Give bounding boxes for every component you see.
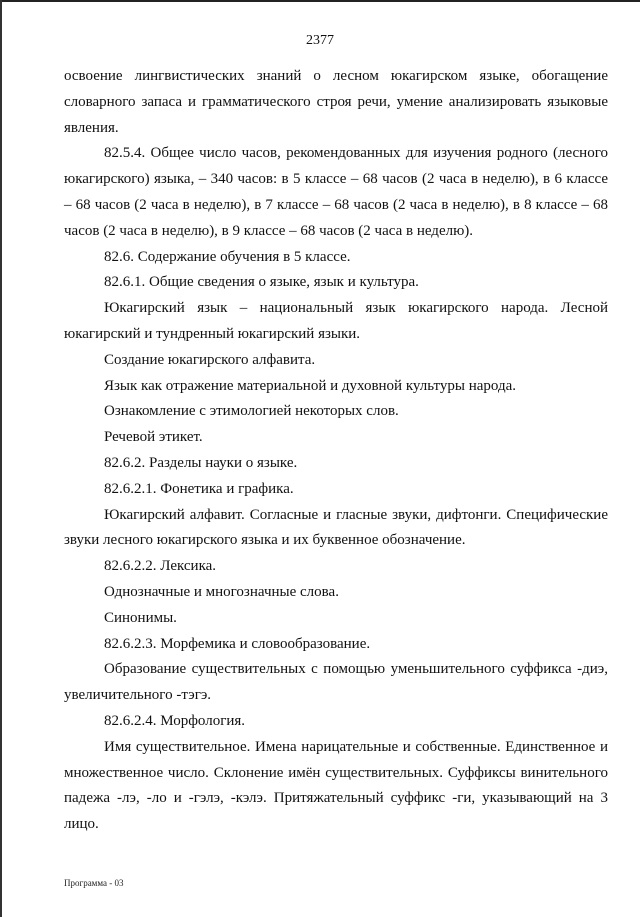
page-number: 2377	[306, 33, 334, 48]
paragraph-continuation: освоение лингвистических знаний о лесном юкагирском языке, обогащение словарного запаса и грамматического строя речи, умение анализировать языковые явления.	[64, 68, 608, 136]
subsection-heading-general: 82.6.1. Общие сведения о языке, язык и культура.	[104, 274, 419, 291]
list-item-polysemy: Однозначные и многозначные слова.	[104, 583, 339, 600]
paragraph-hours: 82.5.4. Общее число часов, рекомендованных для изучения родного (лесного юкагирского) языка, – 340 часов: в 5 классе – 68 часов (2 часа в неделю), в 6 классе – 68 часов (2 часа в неделю), в 7 классе – 68 часов (2 часа в неделю), в 8 классе – 68 часов (2 часа в неделю), в 9 классе – 68 часов (2 часа в неделю).	[64, 145, 608, 239]
list-item-culture: Язык как отражение материальной и духовной культуры народа.	[104, 377, 516, 394]
scan-border-top	[0, 0, 640, 2]
subsection-heading-morphemics: 82.6.2.3. Морфемика и словообразование.	[104, 635, 371, 652]
scan-border-left	[0, 0, 2, 917]
document-body	[64, 64, 608, 838]
subsection-heading-morphology: 82.6.2.4. Морфология.	[104, 712, 246, 729]
paragraph-noun: Имя существительное. Имена нарицательные и собственные. Единственное и множественное число. Склонение имён существительных. Суффиксы винительного падежа -лэ, -ло и -гэлэ, -кэлэ. Притяжательный суффикс -ги, указывающий на 3 лицо.	[64, 738, 608, 833]
list-item-etiquette: Речевой этикет.	[104, 429, 203, 446]
subsection-heading-science: 82.6.2. Разделы науки о языке.	[104, 454, 298, 471]
section-heading-5-class: 82.6. Содержание обучения в 5 классе.	[104, 248, 351, 265]
paragraph-word-formation: Образование существительных с помощью уменьшительного суффикса -диэ, увеличительного -тэгэ.	[64, 661, 608, 704]
paragraph-yukaghir-language: Юкагирский язык – национальный язык юкагирского народа. Лесной юкагирский и тундренный юкагирский языки.	[64, 300, 608, 342]
subsection-heading-phonetics: 82.6.2.1. Фонетика и графика.	[104, 480, 294, 497]
subsection-heading-lexis: 82.6.2.2. Лексика.	[104, 558, 217, 575]
list-item-alphabet: Создание юкагирского алфавита.	[104, 351, 316, 368]
list-item-etymology: Ознакомление с этимологией некоторых слов.	[104, 403, 399, 420]
list-item-synonyms: Синонимы.	[104, 609, 177, 626]
paragraph-alphabet-sounds: Юкагирский алфавит. Согласные и гласные звуки, дифтонги. Специфические звуки лесного юкагирского языка и их буквенное обозначение.	[64, 506, 608, 549]
footer-program-label: Программа - 03	[64, 878, 124, 888]
